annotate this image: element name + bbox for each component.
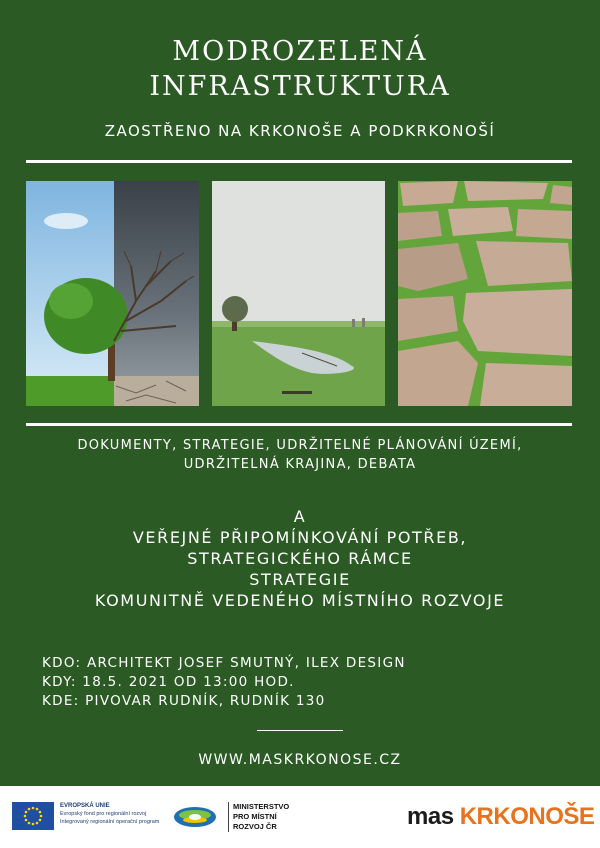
ministry-line-1: MINISTERSTVO xyxy=(233,802,290,811)
meadow-with-river-photo xyxy=(212,181,385,406)
eu-label-line-1: EVROPSKÁ UNIE xyxy=(60,803,110,809)
main-line-2: VEŘEJNÉ PŘIPOMÍNKOVÁNÍ POTŘEB, xyxy=(132,528,468,547)
middle-divider xyxy=(26,423,572,426)
eu-label-line-2: Evropský fond pro regionální rozvoj xyxy=(60,811,147,817)
tree-half-green-half-drought-photo xyxy=(26,181,199,406)
page-title xyxy=(0,34,600,104)
detail-when: KDY: 18.5. 2021 OD 13:00 HOD. xyxy=(42,674,295,690)
main-line-5: KOMUNITNĚ VEDENÉHO MÍSTNÍHO ROZVOJE xyxy=(94,591,506,610)
event-details xyxy=(42,654,406,711)
title-line-1: MODROZELENÁ xyxy=(172,36,428,67)
eu-flag-icon xyxy=(12,802,54,830)
footer-logos xyxy=(0,786,600,848)
detail-where: KDE: PIVOVAR RUDNÍK, RUDNÍK 130 xyxy=(42,693,326,709)
mas-logo-part-1: mas xyxy=(407,803,454,830)
title-line-2: INFRASTRUKTURA xyxy=(149,71,451,102)
ministry-label xyxy=(228,802,289,832)
topics xyxy=(0,436,600,474)
top-divider xyxy=(26,160,572,163)
subtitle: ZAOSTŘENO NA KRKONOŠE A PODKRKONOŠÍ xyxy=(104,122,496,140)
ministry-logo-icon xyxy=(172,804,218,830)
topics-line-2: UDRŽITELNÁ KRAJINA, DEBATA xyxy=(183,457,417,472)
website-link[interactable]: WWW.MASKRKONOSE.CZ xyxy=(198,752,402,768)
stone-paving-with-grass-photo xyxy=(398,181,572,406)
ministry-line-2: PRO MÍSTNÍ xyxy=(233,812,277,821)
main-line-4: STRATEGIE xyxy=(249,570,351,589)
eu-label-line-3: Integrovaný regionální operační program xyxy=(60,819,160,825)
mas-logo-part-2: KRKONOŠE xyxy=(459,803,595,830)
eu-label xyxy=(60,802,159,826)
main-line-1: A xyxy=(293,507,307,526)
detail-who: KDO: ARCHITEKT JOSEF SMUTNÝ, ILEX DESIGN xyxy=(42,655,406,671)
mas-krkonose-logo xyxy=(407,803,594,831)
topics-line-1: DOKUMENTY, STRATEGIE, UDRŽITELNÉ PLÁNOVÁNÍ ÚZEMÍ, xyxy=(77,438,523,453)
ministry-line-3: ROZVOJ ČR xyxy=(233,822,277,831)
main-line-3: STRATEGICKÉHO RÁMCE xyxy=(187,549,413,568)
short-divider xyxy=(257,730,343,731)
main-text xyxy=(0,506,600,611)
